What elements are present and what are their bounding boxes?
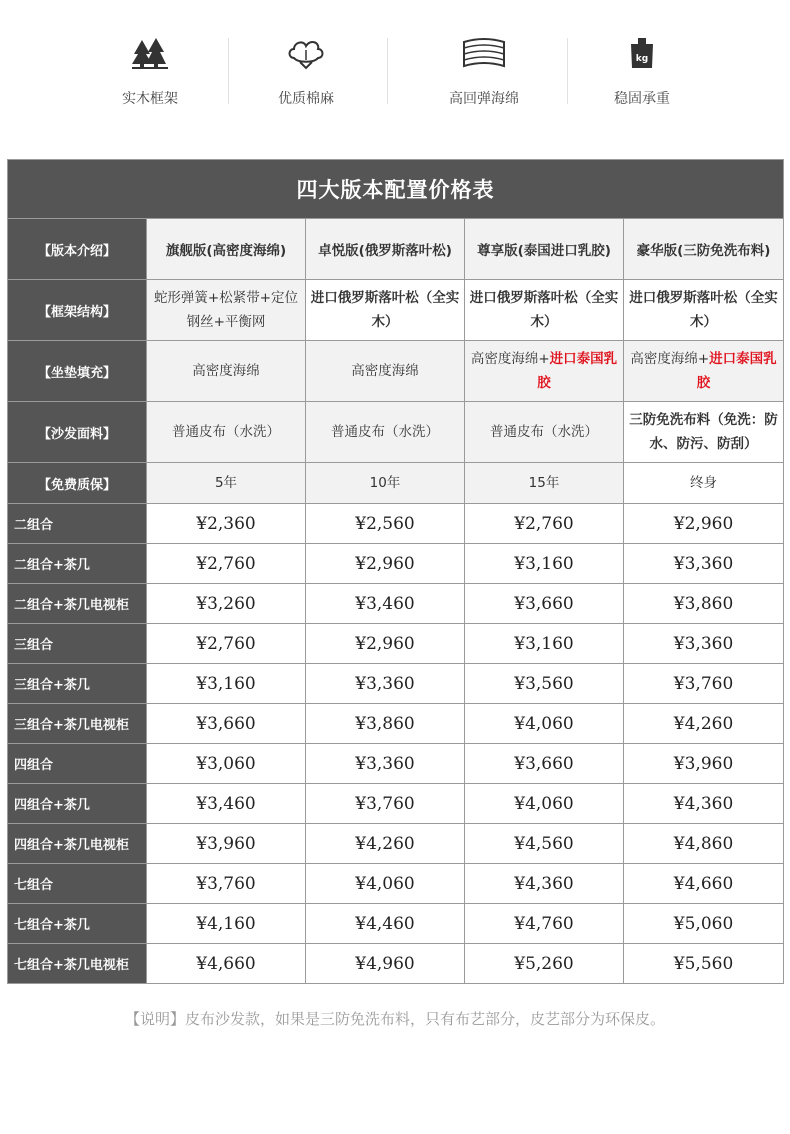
filling-prefix: 高密度海绵+ [630,351,710,367]
tree-icon [128,36,172,70]
feature-sponge [404,0,564,130]
table-row [8,504,784,544]
combo-name: 三组合+茶几电视柜 [8,704,147,744]
price-cell: ¥4,860 [624,824,784,864]
row-label: 【免费质保】 [8,463,147,504]
price-cell: ¥2,760 [465,504,624,544]
table-row [8,824,784,864]
price-cell: ¥3,060 [147,744,306,784]
combo-name: 四组合 [8,744,147,784]
fabric-value: 普通皮布（水洗） [465,402,624,463]
table-row [8,784,784,824]
cotton-icon [284,36,328,70]
price-cell: ¥2,360 [147,504,306,544]
combo-name: 七组合+茶几电视柜 [8,944,147,984]
frame-value: 蛇形弹簧+松紧带+定位钢丝+平衡网 [147,280,306,341]
price-cell: ¥3,860 [624,584,784,624]
filling-row [8,341,784,402]
combo-name: 二组合 [8,504,147,544]
price-cell: ¥3,760 [624,664,784,704]
version-name: 尊享版(泰国进口乳胶) [465,219,624,280]
filling-highlight: 进口泰国乳胶 [537,351,618,391]
price-cell: ¥5,060 [624,904,784,944]
warranty-row [8,463,784,504]
version-name: 卓悦版(俄罗斯落叶松) [306,219,465,280]
price-cell: ¥4,660 [147,944,306,984]
fabric-row [8,402,784,463]
table-row [8,624,784,664]
price-cell: ¥4,360 [624,784,784,824]
price-cell: ¥3,360 [624,624,784,664]
frame-value: 进口俄罗斯落叶松（全实木） [624,280,784,341]
price-cell: ¥3,360 [306,664,465,704]
price-cell: ¥2,960 [306,544,465,584]
frame-value: 进口俄罗斯落叶松（全实木） [465,280,624,341]
price-cell: ¥3,160 [465,624,624,664]
feature-strip [0,0,790,130]
version-name: 旗舰版(高密度海绵) [147,219,306,280]
kg-label: kg [635,54,649,64]
price-cell: ¥4,460 [306,904,465,944]
price-cell: ¥4,260 [624,704,784,744]
table-row [8,584,784,624]
price-rows [8,504,784,984]
table-row [8,904,784,944]
price-cell: ¥4,260 [306,824,465,864]
warranty-value: 10年 [306,463,465,504]
version-name: 豪华版(三防免洗布料) [624,219,784,280]
combo-name: 三组合+茶几 [8,664,147,704]
price-cell: ¥2,560 [306,504,465,544]
frame-row [8,280,784,341]
table-row [8,864,784,904]
version-row [8,219,784,280]
price-cell: ¥3,260 [147,584,306,624]
feature-label: 稳固承重 [614,91,670,107]
filling-value: 高密度海绵 [147,341,306,402]
combo-name: 四组合+茶几 [8,784,147,824]
price-cell: ¥4,060 [465,704,624,744]
price-cell: ¥4,760 [465,904,624,944]
feature-label: 高回弹海绵 [449,91,519,107]
price-cell: ¥3,160 [147,664,306,704]
price-cell: ¥3,660 [465,584,624,624]
feature-load-bearing [562,0,722,130]
table-title-row [8,160,784,219]
filling-value [624,341,784,402]
filling-prefix: 高密度海绵+ [470,351,550,367]
weight-kg-icon [620,36,664,70]
filling-value [465,341,624,402]
price-cell: ¥4,960 [306,944,465,984]
price-cell: ¥2,960 [624,504,784,544]
row-label: 【沙发面料】 [8,402,147,463]
price-cell: ¥3,960 [147,824,306,864]
price-cell: ¥5,260 [465,944,624,984]
price-cell: ¥4,660 [624,864,784,904]
price-cell: ¥3,460 [306,584,465,624]
fabric-value: 普通皮布（水洗） [306,402,465,463]
feature-label: 实木框架 [122,91,178,107]
row-label: 【坐垫填充】 [8,341,147,402]
table-row [8,744,784,784]
price-cell: ¥5,560 [624,944,784,984]
price-cell: ¥4,560 [465,824,624,864]
combo-name: 二组合+茶几 [8,544,147,584]
warranty-value: 15年 [465,463,624,504]
table-row [8,944,784,984]
fabric-value: 三防免洗布料（免洗：防水、防污、防刮） [624,402,784,463]
price-cell: ¥4,160 [147,904,306,944]
table-row [8,664,784,704]
price-cell: ¥4,060 [306,864,465,904]
price-cell: ¥3,860 [306,704,465,744]
price-cell: ¥2,760 [147,624,306,664]
row-label: 【框架结构】 [8,280,147,341]
warranty-value: 终身 [624,463,784,504]
fabric-value: 普通皮布（水洗） [147,402,306,463]
price-cell: ¥3,960 [624,744,784,784]
combo-name: 四组合+茶几电视柜 [8,824,147,864]
footnote: 【说明】皮布沙发款，如果是三防免洗布料，只有布艺部分，皮艺部分为环保皮。 [124,1010,665,1028]
price-cell: ¥3,760 [306,784,465,824]
price-table [7,159,784,984]
divider [387,38,388,104]
price-cell: ¥3,560 [465,664,624,704]
feature-cotton [226,0,386,130]
combo-name: 七组合+茶几 [8,904,147,944]
price-cell: ¥3,760 [147,864,306,904]
filling-highlight: 进口泰国乳胶 [696,351,777,391]
price-cell: ¥2,760 [147,544,306,584]
combo-name: 七组合 [8,864,147,904]
frame-value: 进口俄罗斯落叶松（全实木） [306,280,465,341]
price-cell: ¥3,660 [465,744,624,784]
warranty-value: 5年 [147,463,306,504]
price-cell: ¥3,160 [465,544,624,584]
table-row [8,544,784,584]
row-label: 【版本介绍】 [8,219,147,280]
price-cell: ¥3,360 [624,544,784,584]
filling-value: 高密度海绵 [306,341,465,402]
sponge-layers-icon [462,36,506,70]
price-cell: ¥4,360 [465,864,624,904]
price-cell: ¥3,660 [147,704,306,744]
price-cell: ¥4,060 [465,784,624,824]
table-row [8,704,784,744]
combo-name: 三组合 [8,624,147,664]
feature-label: 优质棉麻 [278,91,334,107]
price-cell: ¥3,360 [306,744,465,784]
combo-name: 二组合+茶几电视柜 [8,584,147,624]
feature-solid-wood [70,0,230,130]
table-title: 四大版本配置价格表 [8,160,784,219]
price-cell: ¥3,460 [147,784,306,824]
price-cell: ¥2,960 [306,624,465,664]
